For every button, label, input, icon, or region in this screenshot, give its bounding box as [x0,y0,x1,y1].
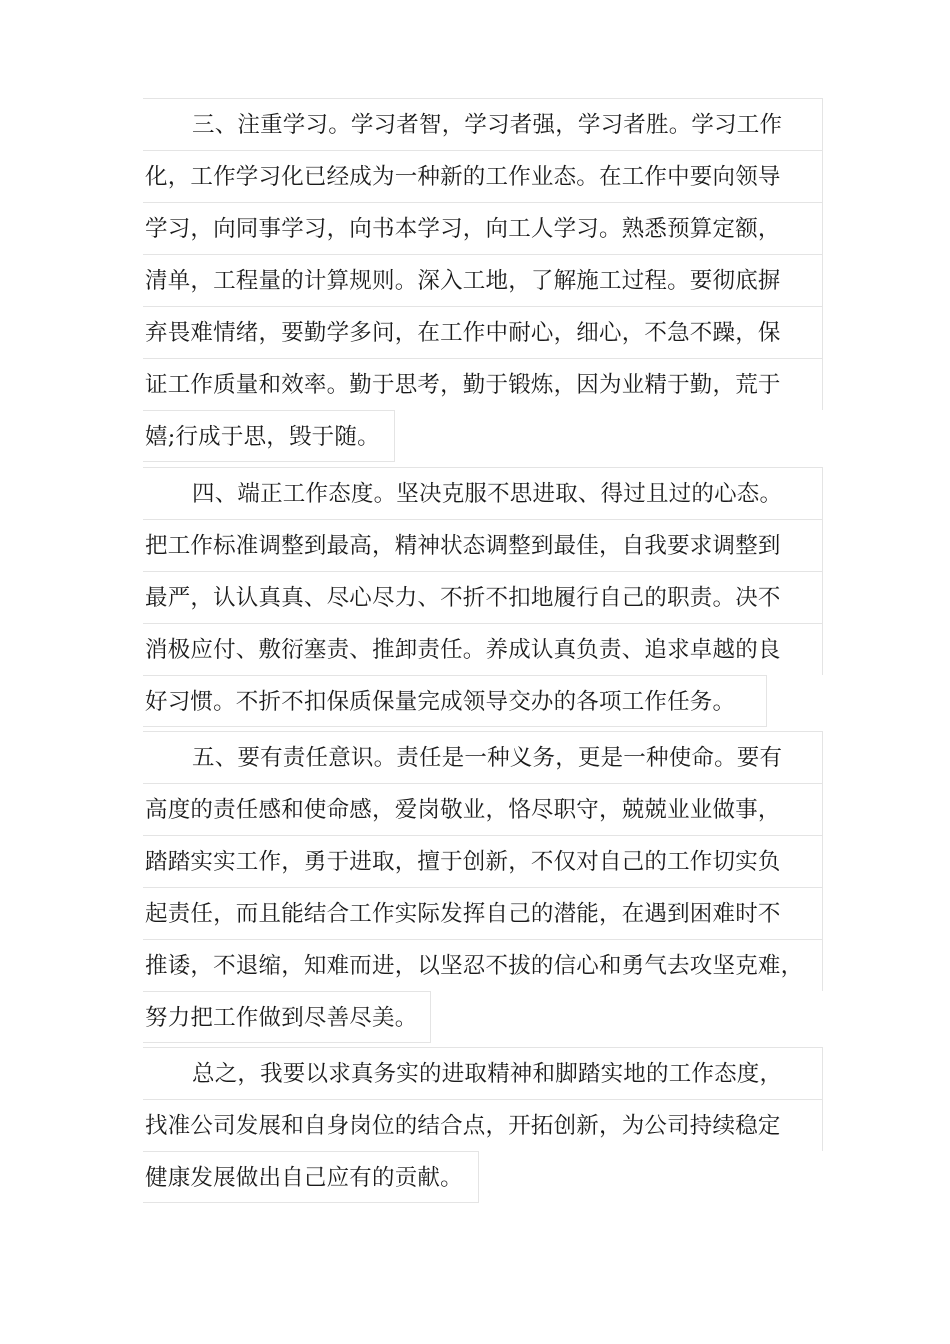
paragraph-conclusion [143,1047,823,1203]
text-line: 好习惯。不折不扣保质保量完成领导交办的各项工作任务。 [143,675,767,727]
text-line: 五、要有责任意识。责任是一种义务，更是一种使命。要有 [143,731,823,783]
text-line: 总之，我要以求真务实的进取精神和脚踏实地的工作态度， [143,1047,823,1099]
paragraph-study [143,98,823,462]
text-line: 三、注重学习。学习者智，学习者强，学习者胜。学习工作 [143,98,823,150]
text-line: 化，工作学习化已经成为一种新的工作业态。在工作中要向领导 [143,150,823,202]
text-line: 四、端正工作态度。坚决克服不思进取、得过且过的心态。 [143,467,823,519]
paragraph-attitude [143,467,823,727]
text-line: 推诿，不退缩，知难而进，以坚忍不拔的信心和勇气去攻坚克难， [143,939,823,991]
text-line: 起责任，而且能结合工作实际发挥自己的潜能，在遇到困难时不 [143,887,823,939]
text-line: 学习，向同事学习，向书本学习，向工人学习。熟悉预算定额， [143,202,823,254]
text-line: 消极应付、敷衍塞责、推卸责任。养成认真负责、追求卓越的良 [143,623,823,675]
text-line: 证工作质量和效率。勤于思考，勤于锻炼，因为业精于勤，荒于 [143,358,823,410]
text-line: 弃畏难情绪，要勤学多问，在工作中耐心，细心，不急不躁，保 [143,306,823,358]
text-line: 把工作标准调整到最高，精神状态调整到最佳，自我要求调整到 [143,519,823,571]
text-line: 努力把工作做到尽善尽美。 [143,991,431,1043]
text-line: 健康发展做出自己应有的贡献。 [143,1151,479,1203]
paragraph-responsibility [143,731,823,1043]
text-line: 找准公司发展和自身岗位的结合点，开拓创新，为公司持续稳定 [143,1099,823,1151]
text-line: 踏踏实实工作，勇于进取，擅于创新，不仅对自己的工作切实负 [143,835,823,887]
text-line: 嬉;行成于思，毁于随。 [143,410,395,462]
text-line: 高度的责任感和使命感，爱岗敬业，恪尽职守，兢兢业业做事， [143,783,823,835]
text-line: 最严，认认真真、尽心尽力、不折不扣地履行自己的职责。决不 [143,571,823,623]
text-line: 清单，工程量的计算规则。深入工地，了解施工过程。要彻底摒 [143,254,823,306]
